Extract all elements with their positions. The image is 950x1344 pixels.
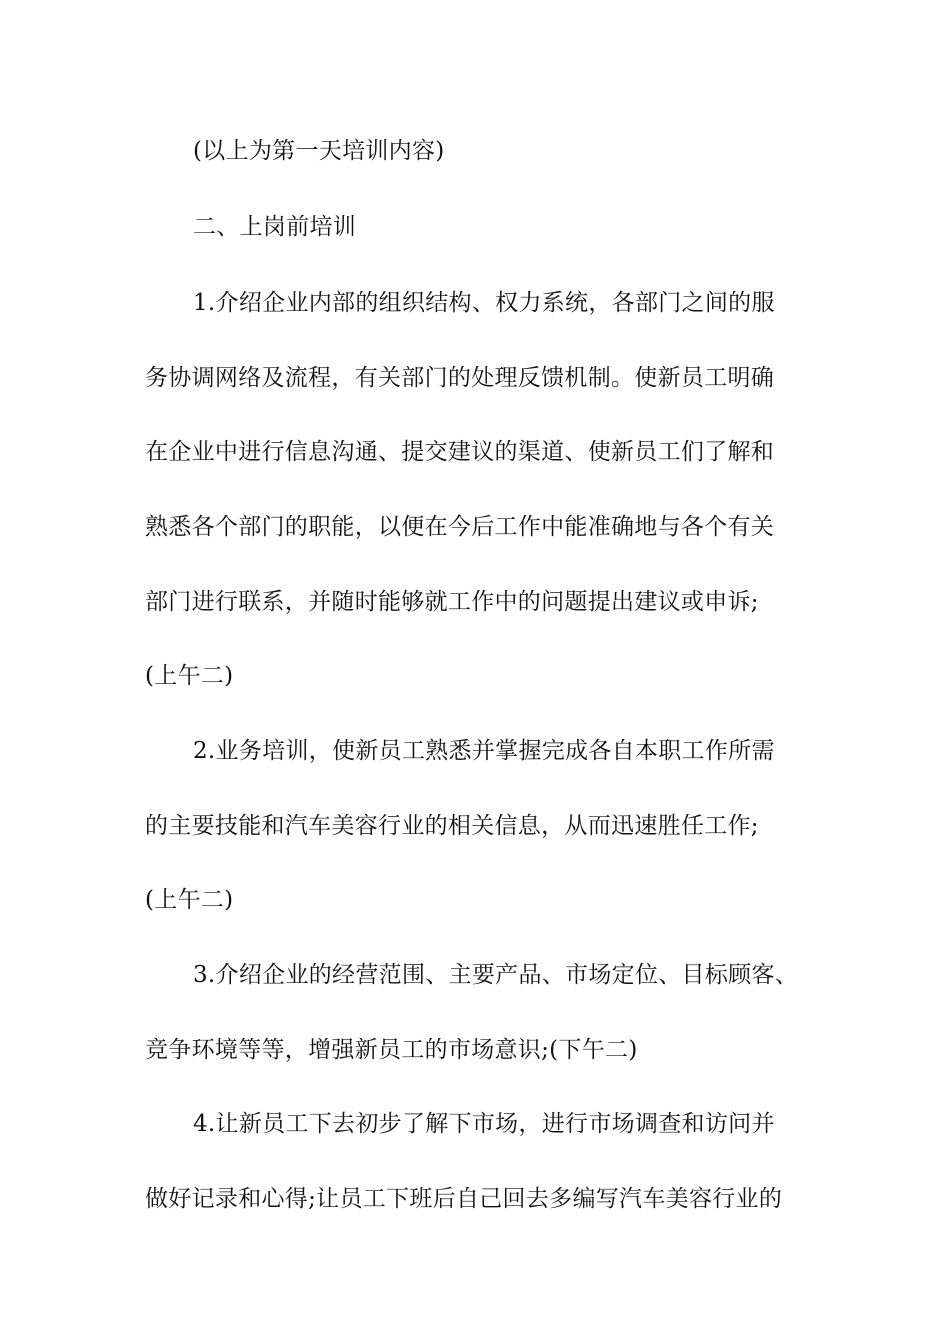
schedule-note: (上午二) <box>145 887 234 913</box>
section-heading: 二、上岗前培训 <box>193 214 357 240</box>
paragraph-line: 竞争环境等等，增强新员工的市场意识;(下午二) <box>145 1037 638 1063</box>
paragraph-line: 4.让新员工下去初步了解下市场，进行市场调查和访问并 <box>193 1111 775 1137</box>
paragraph-line: 的主要技能和汽车美容行业的相关信息，从而迅速胜任工作; <box>145 813 759 839</box>
paragraph-line: 做好记录和心得;让员工下班后自己回去多编写汽车美容行业的 <box>145 1186 783 1212</box>
paragraph-line: 2.业务培训，使新员工熟悉并掌握完成各自本职工作所需 <box>193 738 775 764</box>
paragraph-line: 务协调网络及流程，有关部门的处理反馈机制。使新员工明确 <box>145 365 775 391</box>
paragraph-line: 熟悉各个部门的职能，以便在今后工作中能准确地与各个有关 <box>145 514 775 540</box>
paragraph-line: 1.介绍企业内部的组织结构、权力系统，各部门之间的服 <box>193 290 775 316</box>
paragraph-line: 部门进行联系，并随时能够就工作中的问题提出建议或申诉; <box>145 589 759 615</box>
day-one-note: (以上为第一天培训内容) <box>193 138 445 164</box>
paragraph-line: 3.介绍企业的经营范围、主要产品、市场定位、目标顾客、 <box>193 962 799 988</box>
schedule-note: (上午二) <box>145 663 234 689</box>
paragraph-line: 在企业中进行信息沟通、提交建议的渠道、使新员工们了解和 <box>145 439 775 465</box>
